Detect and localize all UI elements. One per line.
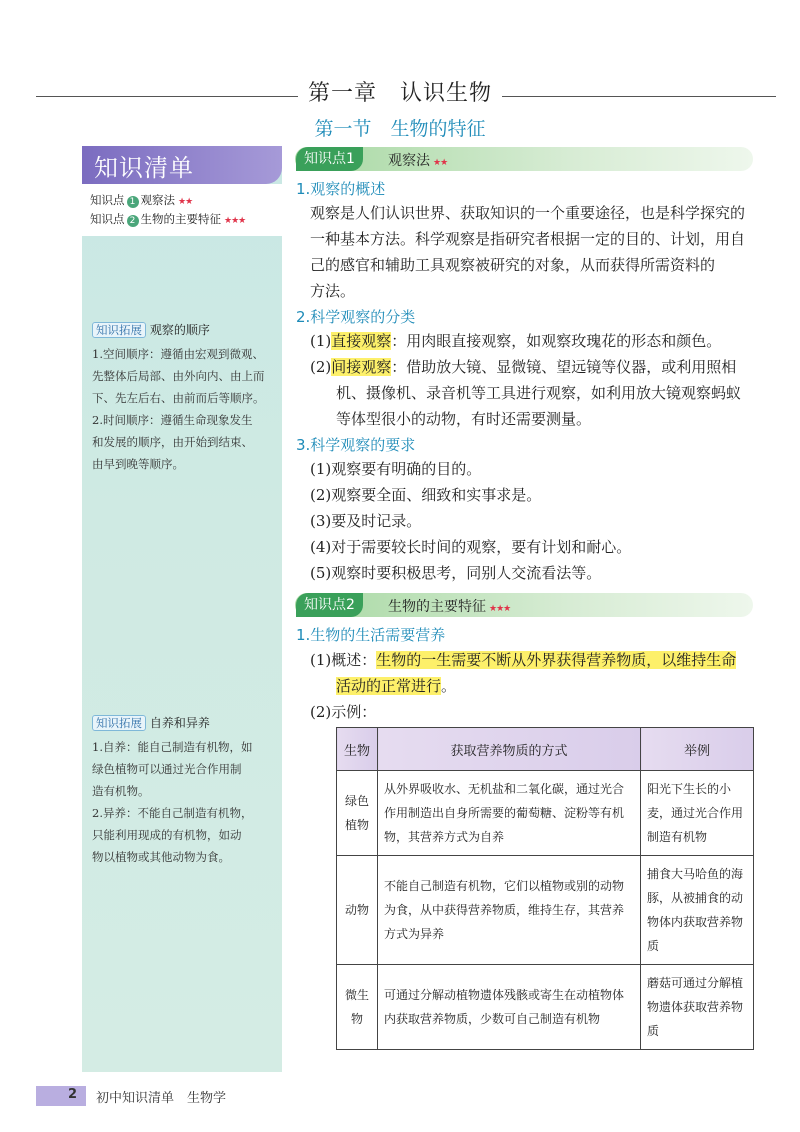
kp1-banner — [295, 147, 753, 171]
nutrition-table — [336, 727, 754, 1050]
table-row — [337, 771, 754, 856]
list-item: (4)对于需要较长时间的观察，要有计划和耐心。 — [310, 538, 632, 556]
highlight-term: 间接观察 — [331, 358, 392, 376]
table-cell: 绿色植物 — [337, 771, 378, 856]
text-line: 和发展的顺序，由开始到结束、 — [92, 435, 253, 449]
section-title: 第一节 生物的特征 — [314, 118, 486, 140]
list-item: (3)要及时记录。 — [310, 512, 422, 530]
kp2-s1-heading: 1.生物的生活需要营养 — [296, 626, 446, 644]
table-cell: 微生物 — [337, 965, 378, 1050]
list-item: (2)观察要全面、细致和实事求是。 — [310, 486, 542, 504]
item-text: ：用肉眼直接观察，如观察玫瑰花的形态和颜色。 — [391, 332, 722, 350]
item-text: 。 — [441, 677, 457, 695]
highlight-text: 生物的一生需要不断从外界获得营养物质，以维持生命 — [376, 651, 737, 669]
text-line: 等体型很小的动物，有时还需要测量。 — [336, 410, 592, 428]
footer-bar — [36, 1086, 86, 1106]
text-line: 下、先左后右、由前而后等顺序。 — [92, 391, 265, 405]
kp2-tag: 知识点2 — [296, 593, 363, 617]
item-number: (2) — [310, 358, 332, 376]
table-cell: 捕食大马哈鱼的海豚，从被捕食的动物体内获取营养物质 — [641, 856, 754, 965]
number-badge: 1 — [127, 196, 139, 208]
footer-title: 初中知识清单 生物学 — [96, 1091, 227, 1106]
star-rating-icon: ★★ — [433, 158, 448, 168]
kp2-title — [388, 596, 510, 616]
kp1-s2-item-1 — [310, 328, 760, 354]
item-prefix: 知识点 — [90, 193, 125, 207]
table-header-row — [337, 728, 754, 771]
text-line: 先整体后局部、由外向内、由上而 — [92, 369, 265, 383]
kp2-item-1 — [310, 647, 760, 699]
text-line: 一种基本方法。科学观察是指研究者根据一定的目的、计划，用自 — [310, 230, 746, 248]
table-row — [337, 856, 754, 965]
knowledge-list-item-1[interactable] — [90, 192, 192, 208]
text-line: 观察是人们认识世界、获取知识的一个重要途径，也是科学探究的 — [310, 204, 746, 222]
kp2-item-2: (2)示例： — [310, 703, 377, 721]
item-prefix: (1)概述： — [310, 651, 377, 669]
extension-title: 观察的顺序 — [149, 323, 210, 337]
table-cell: 从外界吸收水、无机盐和二氧化碳，通过光合作用制造出自身所需要的葡萄糖、淀粉等有机物，其营养方式为自养 — [378, 771, 641, 856]
kp1-tag: 知识点1 — [296, 147, 363, 171]
kp1-s1-paragraph — [310, 200, 760, 304]
highlight-term: 直接观察 — [331, 332, 392, 350]
kp1-s2-item-2 — [310, 354, 760, 432]
table-header: 获取营养物质的方式 — [378, 728, 641, 771]
text-line: 2.异养：不能自己制造有机物， — [92, 806, 253, 820]
kp2-title-text: 生物的主要特征 — [388, 599, 486, 615]
star-rating-icon: ★★★ — [224, 216, 246, 226]
text-line: 1.空间顺序：遵循由宏观到微观、 — [92, 347, 264, 361]
text-line: 己的感官和辅助工具观察被研究的对象，从而获得所需资料的 — [310, 256, 716, 274]
extension-tag: 知识拓展 — [92, 715, 146, 731]
kp1-s3-heading: 3.科学观察的要求 — [296, 436, 416, 454]
extension-heading-1 — [92, 321, 210, 338]
page-number: 2 — [68, 1087, 78, 1102]
text-line: 2.时间顺序：遵循生命现象发生 — [92, 413, 253, 427]
kp1-s3-list — [310, 456, 760, 586]
item-prefix: 知识点 — [90, 212, 125, 226]
highlight-text: 活动的正常进行 — [336, 677, 442, 695]
extension-body-2 — [92, 736, 278, 868]
table-header: 举例 — [641, 728, 754, 771]
star-rating-icon: ★★★ — [489, 604, 511, 614]
table-cell: 蘑菇可通过分解植物遗体获取营养物质 — [641, 965, 754, 1050]
text-line: 绿色植物可以通过光合作用制 — [92, 762, 242, 776]
table-cell: 阳光下生长的小麦，通过光合作用制造有机物 — [641, 771, 754, 856]
sidebar-panel — [82, 146, 282, 1072]
table-cell: 可通过分解动植物遗体残骸或寄生在动植物体内获取营养物质，少数可自己制造有机物 — [378, 965, 641, 1050]
text-line: 物以植物或其他动物为食。 — [92, 850, 230, 864]
item-number: (1) — [310, 332, 332, 350]
text-line: 方法。 — [310, 282, 356, 300]
item-text: ：借助放大镜、显微镜、望远镜等仪器，或利用照相 — [391, 358, 737, 376]
table-header: 生物 — [337, 728, 378, 771]
number-badge: 2 — [127, 215, 139, 227]
list-item: (5)观察时要积极思考，同别人交流看法等。 — [310, 564, 602, 582]
chapter-title: 第一章 认识生物 — [0, 76, 800, 107]
extension-body-1 — [92, 343, 278, 475]
knowledge-list-item-2[interactable] — [90, 211, 245, 227]
table-row — [337, 965, 754, 1050]
extension-title: 自养和异养 — [149, 716, 210, 730]
list-item: (1)观察要有明确的目的。 — [310, 460, 482, 478]
extension-heading-2 — [92, 714, 210, 731]
star-rating-icon: ★★ — [178, 197, 193, 207]
table-cell: 不能自己制造有机物，它们以植物或别的动物为食，从中获得营养物质，维持生存，其营养方式为异养 — [378, 856, 641, 965]
kp1-s2-heading: 2.科学观察的分类 — [296, 308, 416, 326]
text-line: 造有机物。 — [92, 784, 150, 798]
item-label: 生物的主要特征 — [140, 212, 221, 226]
kp2-banner — [295, 593, 753, 617]
text-line: 只能利用现成的有机物，如动 — [92, 828, 242, 842]
kp1-title — [388, 150, 447, 170]
text-line: 机、摄像机、录音机等工具进行观察，如利用放大镜观察蚂蚁 — [336, 384, 742, 402]
kp1-title-text: 观察法 — [388, 153, 430, 169]
knowledge-list-title: 知识清单 — [94, 154, 194, 182]
text-line: 1.自养：能自己制造有机物，如 — [92, 740, 253, 754]
kp1-s1-heading: 1.观察的概述 — [296, 180, 386, 198]
text-line: 由早到晚等顺序。 — [92, 457, 184, 471]
extension-tag: 知识拓展 — [92, 322, 146, 338]
item-label: 观察法 — [140, 193, 175, 207]
table-cell: 动物 — [337, 856, 378, 965]
